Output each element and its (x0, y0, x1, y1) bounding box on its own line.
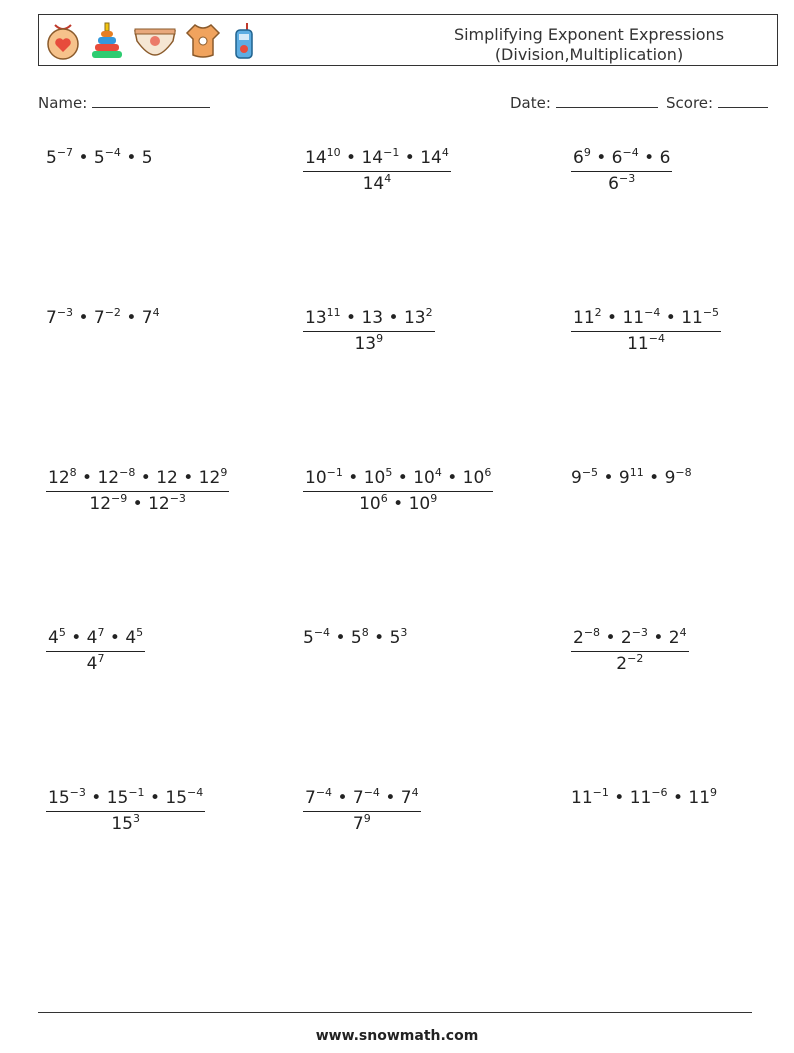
numerator (46, 468, 229, 492)
power-term (612, 148, 639, 168)
power-term (616, 654, 643, 674)
power-term (107, 788, 145, 808)
multiply-dot: • (647, 628, 669, 648)
problem-6 (571, 308, 721, 354)
baby-onesie-icon (185, 21, 221, 61)
denominator (303, 492, 493, 514)
power-term (97, 468, 135, 488)
multiply-dot: • (73, 148, 94, 168)
term-exponent: 9 (220, 466, 228, 479)
fraction (46, 628, 145, 674)
term-base: 4 (125, 628, 137, 648)
numerator (303, 148, 451, 172)
power-term (94, 148, 121, 168)
power-term (165, 788, 203, 808)
multiply-dot: • (387, 494, 409, 514)
term-base: 12 (156, 468, 178, 488)
multiply-dot: • (120, 308, 142, 328)
power-term (665, 468, 692, 488)
denominator (571, 652, 689, 674)
problem-14 (303, 788, 421, 834)
term-base: 11 (688, 788, 711, 808)
header-icons (45, 19, 259, 63)
power-term (87, 628, 105, 648)
term-base: 15 (48, 788, 70, 808)
product-expression (303, 628, 407, 648)
problem-13 (46, 788, 205, 834)
term-base: 9 (618, 468, 630, 488)
power-term (353, 814, 371, 834)
term-base: 11 (571, 788, 593, 808)
date-label: Date: (510, 94, 551, 112)
term-base: 6 (608, 174, 619, 194)
denominator (303, 172, 451, 194)
fraction (571, 628, 689, 674)
denominator (303, 812, 421, 834)
name-label: Name: (38, 94, 88, 112)
product-expression (46, 308, 160, 328)
term-base: 6 (611, 148, 623, 168)
worksheet-title (399, 25, 779, 65)
power-term (305, 468, 343, 488)
footer-divider (38, 1012, 752, 1013)
term-exponent: 2 (594, 306, 602, 319)
term-exponent: −4 (363, 786, 380, 799)
term-base: 5 (46, 148, 57, 168)
term-base: 15 (111, 814, 133, 834)
term-exponent: 6 (484, 466, 492, 479)
power-term (404, 308, 433, 328)
term-exponent: 6 (380, 492, 388, 505)
term-exponent: 5 (136, 626, 144, 639)
power-term (142, 148, 153, 168)
term-exponent: −1 (592, 786, 609, 799)
term-exponent: 9 (710, 786, 718, 799)
term-exponent: −4 (315, 786, 333, 799)
term-exponent: 10 (326, 146, 341, 159)
power-term (353, 788, 380, 808)
power-term (364, 468, 393, 488)
fraction (571, 308, 721, 354)
power-term (94, 308, 121, 328)
multiply-dot: • (342, 468, 364, 488)
multiply-dot: • (590, 148, 612, 168)
term-base: 15 (106, 788, 129, 808)
power-term (681, 308, 719, 328)
multiply-dot: • (667, 788, 689, 808)
term-exponent: 8 (69, 466, 77, 479)
stacking-rings-toy-icon (89, 21, 125, 61)
power-term (627, 334, 665, 354)
multiply-dot: • (441, 468, 463, 488)
term-base: 9 (664, 468, 676, 488)
problem-3 (571, 148, 672, 194)
term-exponent: −8 (583, 626, 601, 639)
term-exponent: 3 (400, 626, 408, 639)
problem-4 (46, 308, 160, 328)
fraction (303, 148, 451, 194)
numerator (571, 628, 689, 652)
term-exponent: −1 (383, 146, 400, 159)
power-term (48, 468, 77, 488)
term-base: 14 (361, 148, 384, 168)
fraction (571, 148, 672, 194)
problem-11 (303, 628, 407, 648)
term-exponent: 4 (441, 146, 449, 159)
product-expression (571, 788, 717, 808)
term-base: 14 (420, 148, 442, 168)
term-exponent: 4 (411, 786, 419, 799)
product-expression (46, 148, 153, 168)
multiply-dot: • (332, 788, 353, 808)
term-exponent: 4 (434, 466, 442, 479)
power-term (390, 628, 408, 648)
power-term (621, 628, 648, 648)
term-exponent: −6 (651, 786, 668, 799)
problem-10 (46, 628, 145, 674)
term-base: 5 (389, 628, 401, 648)
power-term (48, 788, 86, 808)
problem-2 (303, 148, 451, 194)
denominator (46, 812, 205, 834)
name-field[interactable] (38, 93, 210, 112)
power-term (199, 468, 228, 488)
problem-8 (303, 468, 493, 514)
multiply-dot: • (65, 628, 87, 648)
footer-url[interactable]: www.snowmath.com (315, 1028, 479, 1044)
term-base: 2 (616, 654, 628, 674)
power-term (573, 148, 591, 168)
problem-7 (46, 468, 229, 514)
term-exponent: −3 (56, 306, 74, 319)
power-term (420, 148, 449, 168)
power-term (125, 628, 143, 648)
term-base: 11 (627, 334, 649, 354)
term-exponent: −3 (619, 172, 636, 185)
power-term (630, 788, 668, 808)
term-base: 12 (89, 494, 112, 514)
term-base: 9 (571, 468, 582, 488)
term-base: 12 (198, 468, 221, 488)
score-label: Score: (666, 94, 714, 112)
term-exponent: 11 (629, 466, 644, 479)
numerator (46, 788, 205, 812)
term-exponent: 5 (385, 466, 393, 479)
multiply-dot: • (330, 628, 351, 648)
power-term (46, 148, 73, 168)
score-field[interactable] (666, 93, 768, 112)
term-base: 7 (352, 814, 364, 834)
term-base: 11 (681, 308, 703, 328)
multiply-dot: • (340, 308, 362, 328)
term-base: 11 (573, 308, 595, 328)
power-term (361, 148, 399, 168)
power-term (305, 788, 332, 808)
term-exponent: 4 (679, 626, 687, 639)
term-exponent: −4 (622, 146, 639, 159)
term-base: 12 (148, 494, 170, 514)
power-term (571, 468, 598, 488)
power-term (619, 468, 644, 488)
term-base: 14 (305, 148, 327, 168)
term-exponent: −5 (581, 466, 599, 479)
power-term (669, 628, 687, 648)
term-exponent: −8 (675, 466, 692, 479)
term-exponent: −3 (69, 786, 86, 799)
term-base: 5 (93, 148, 105, 168)
denominator (46, 492, 229, 514)
power-term (305, 148, 341, 168)
numerator (303, 788, 421, 812)
bib-icon (45, 21, 81, 61)
term-base: 11 (629, 788, 652, 808)
power-term (359, 494, 388, 514)
power-term (351, 628, 369, 648)
term-exponent: −4 (648, 332, 665, 345)
term-base: 5 (141, 148, 153, 168)
term-base: 2 (620, 628, 632, 648)
term-base: 13 (403, 308, 426, 328)
term-base: 10 (305, 468, 327, 488)
term-exponent: −3 (631, 626, 648, 639)
term-base: 7 (141, 308, 153, 328)
multiply-dot: • (340, 148, 362, 168)
score-blank[interactable] (718, 93, 768, 108)
multiply-dot: • (399, 148, 421, 168)
term-base: 7 (305, 788, 316, 808)
multiply-dot: • (379, 788, 401, 808)
term-base: 10 (413, 468, 435, 488)
multiply-dot: • (608, 788, 630, 808)
problem-5 (303, 308, 435, 354)
term-base: 6 (659, 148, 671, 168)
multiply-dot: • (104, 628, 126, 648)
term-exponent: −2 (627, 652, 644, 665)
multiply-dot: • (135, 468, 157, 488)
term-exponent: −9 (111, 492, 128, 505)
power-term (363, 174, 392, 194)
denominator (571, 332, 721, 354)
multiply-dot: • (177, 468, 199, 488)
power-term (608, 174, 635, 194)
title-line-1: Simplifying Exponent Expressions (453, 25, 725, 44)
multiply-dot: • (76, 468, 98, 488)
multiply-dot: • (643, 468, 665, 488)
problem-12 (571, 628, 689, 674)
term-base: 7 (352, 788, 364, 808)
fraction (303, 308, 435, 354)
term-exponent: −4 (104, 146, 121, 159)
term-exponent: 4 (384, 172, 392, 185)
multiply-dot: • (598, 468, 619, 488)
date-field[interactable] (510, 93, 658, 112)
power-term (89, 494, 127, 514)
term-exponent: 9 (430, 492, 438, 505)
term-exponent: 3 (132, 812, 140, 825)
term-base: 12 (48, 468, 70, 488)
term-exponent: 9 (363, 812, 371, 825)
term-base: 2 (668, 628, 680, 648)
power-term (573, 308, 602, 328)
term-base: 12 (97, 468, 120, 488)
term-base: 14 (362, 174, 385, 194)
term-exponent: −4 (313, 626, 331, 639)
power-term (688, 788, 717, 808)
power-term (46, 308, 73, 328)
title-line-2: (Division,Multiplication) (494, 45, 684, 64)
fraction (303, 788, 421, 834)
term-base: 5 (350, 628, 362, 648)
multiply-dot: • (383, 308, 404, 328)
term-base: 11 (622, 308, 645, 328)
denominator (571, 172, 672, 194)
power-term (111, 814, 140, 834)
term-base: 15 (165, 788, 188, 808)
term-exponent: 11 (326, 306, 341, 319)
power-term (303, 628, 330, 648)
fraction (46, 788, 205, 834)
header-box (38, 14, 778, 66)
numerator (571, 308, 721, 332)
power-term (622, 308, 660, 328)
power-term (354, 334, 383, 354)
date-blank[interactable] (556, 93, 658, 108)
multiply-dot: • (392, 468, 414, 488)
power-term (148, 494, 186, 514)
diaper-icon (133, 21, 177, 61)
multiply-dot: • (638, 148, 660, 168)
term-exponent: −1 (128, 786, 145, 799)
term-base: 10 (363, 468, 386, 488)
term-base: 13 (361, 308, 384, 328)
multiply-dot: • (85, 788, 107, 808)
multiply-dot: • (368, 628, 390, 648)
power-term (401, 788, 419, 808)
term-exponent: 8 (361, 626, 369, 639)
power-term (361, 308, 383, 328)
term-exponent: −5 (702, 306, 720, 319)
power-term (413, 468, 442, 488)
power-term (571, 788, 609, 808)
power-term (142, 308, 160, 328)
product-expression (571, 468, 692, 488)
term-base: 7 (46, 308, 57, 328)
term-base: 7 (400, 788, 412, 808)
fraction (46, 468, 229, 514)
numerator (46, 628, 145, 652)
power-term (463, 468, 492, 488)
multiply-dot: • (127, 494, 149, 514)
multiply-dot: • (73, 308, 94, 328)
multiply-dot: • (120, 148, 142, 168)
denominator (46, 652, 145, 674)
power-term (573, 628, 600, 648)
numerator (303, 308, 435, 332)
term-exponent: 2 (425, 306, 433, 319)
term-base: 7 (93, 308, 105, 328)
term-base: 10 (408, 494, 431, 514)
term-exponent: 5 (58, 626, 66, 639)
term-base: 10 (462, 468, 485, 488)
term-exponent: −7 (56, 146, 74, 159)
term-exponent: −8 (119, 466, 136, 479)
term-base: 2 (573, 628, 584, 648)
power-term (305, 308, 341, 328)
numerator (571, 148, 672, 172)
multiply-dot: • (601, 308, 623, 328)
problem-15 (571, 788, 717, 808)
power-term (409, 494, 438, 514)
term-base: 13 (354, 334, 377, 354)
term-exponent: 7 (97, 626, 105, 639)
power-term (660, 148, 671, 168)
term-exponent: −4 (187, 786, 204, 799)
term-exponent: 4 (152, 306, 160, 319)
term-exponent: −1 (326, 466, 343, 479)
denominator (303, 332, 435, 354)
term-base: 5 (303, 628, 314, 648)
multiply-dot: • (144, 788, 166, 808)
term-exponent: −3 (169, 492, 186, 505)
term-exponent: 7 (97, 652, 105, 665)
problem-9 (571, 468, 692, 488)
term-base: 4 (86, 628, 98, 648)
term-base: 6 (573, 148, 584, 168)
power-term (48, 628, 66, 648)
term-exponent: −4 (644, 306, 661, 319)
power-term (156, 468, 178, 488)
multiply-dot: • (660, 308, 682, 328)
multiply-dot: • (600, 628, 621, 648)
term-exponent: 9 (583, 146, 591, 159)
power-term (87, 654, 105, 674)
term-base: 4 (48, 628, 59, 648)
numerator (303, 468, 493, 492)
term-exponent: 9 (376, 332, 384, 345)
problem-1 (46, 148, 153, 168)
fraction (303, 468, 493, 514)
term-base: 10 (359, 494, 381, 514)
term-exponent: −2 (104, 306, 121, 319)
name-blank[interactable] (92, 93, 210, 108)
baby-monitor-icon (229, 21, 259, 61)
term-base: 13 (305, 308, 327, 328)
term-base: 4 (86, 654, 98, 674)
